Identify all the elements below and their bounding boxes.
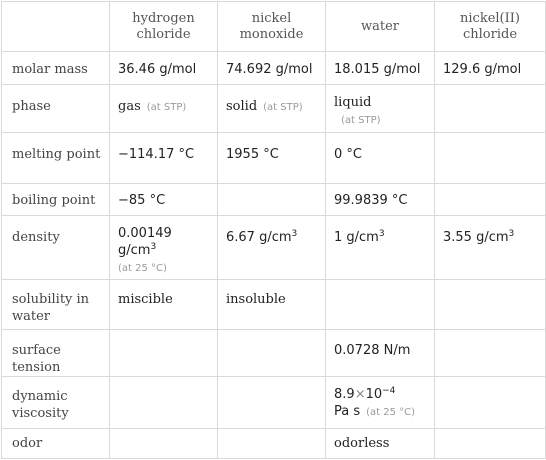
cell-odor-nicl2 [435,429,546,459]
cell-phase-water [326,85,435,133]
row-label-density: density [2,216,110,280]
cell-dynamic-viscosity-nicl2 [435,377,546,429]
cell-solubility-hcl: miscible [110,280,218,330]
cell-melting-point-nio: 1955 °C [218,133,326,184]
row-boiling-point [2,184,546,216]
cell-density-hcl [110,216,218,280]
cell-surface-tension-nio [218,330,326,377]
row-density [2,216,546,280]
cell-density-nio [218,216,326,280]
cell-molar-mass-hcl: 36.46 g/mol [110,52,218,85]
cell-density-water [326,216,435,280]
row-label-solubility: solubility in water [2,280,110,330]
cell-odor-nio [218,429,326,459]
cell-molar-mass-nicl2: 129.6 g/mol [435,52,546,85]
cell-solubility-water [326,280,435,330]
viscosity-exponent: −4 [382,386,396,396]
row-solubility [2,280,546,330]
header-row [2,2,546,52]
phase-nio-value: solid [226,99,258,114]
density-water-exponent: 3 [378,229,385,239]
row-dynamic-viscosity [2,377,546,429]
properties-table [1,1,546,459]
cell-dynamic-viscosity-water [326,377,435,429]
density-hcl-unit: g/cm [118,243,151,258]
column-header-water: water [326,2,435,52]
cell-solubility-nio: insoluble [218,280,326,330]
phase-hcl-value: gas [118,99,141,114]
cell-odor-hcl [110,429,218,459]
viscosity-note: (at 25 °C) [366,407,416,418]
density-nio-exponent: 3 [291,229,298,239]
row-label-odor: odor [2,429,110,459]
cell-molar-mass-nio: 74.692 g/mol [218,52,326,85]
cell-surface-tension-hcl [110,330,218,377]
viscosity-base: 10 [365,387,383,402]
cell-solubility-nicl2 [435,280,546,330]
cell-dynamic-viscosity-hcl [110,377,218,429]
cell-phase-hcl [110,85,218,133]
viscosity-times: × [354,387,366,402]
column-header-hydrogen-chloride: hydrogen chloride [110,2,218,52]
cell-melting-point-hcl: −114.17 °C [110,133,218,184]
density-nicl2-value: 3.55 g/cm [443,230,509,245]
density-hcl-exponent: 3 [150,242,157,252]
row-surface-tension [2,330,546,377]
row-label-molar-mass: molar mass [2,52,110,85]
cell-boiling-point-nicl2 [435,184,546,216]
row-molar-mass [2,52,546,85]
row-label-melting-point: melting point [2,133,110,184]
cell-odor-water: odorless [326,429,435,459]
viscosity-mantissa: 8.9 [334,387,355,402]
cell-boiling-point-water: 99.9839 °C [326,184,435,216]
row-label-surface-tension: surface tension [2,330,110,377]
phase-water-note: (at STP) [341,115,381,126]
cell-surface-tension-water: 0.0728 N/m [326,330,435,377]
cell-boiling-point-hcl: −85 °C [110,184,218,216]
row-label-dynamic-viscosity: dynamic viscosity [2,377,110,429]
phase-nio-note: (at STP) [263,102,303,113]
cell-dynamic-viscosity-nio [218,377,326,429]
viscosity-unit: Pa s [334,404,361,419]
cell-phase-nio [218,85,326,133]
cell-melting-point-nicl2 [435,133,546,184]
row-phase [2,85,546,133]
cell-phase-nicl2 [435,85,546,133]
corner-cell [2,2,110,52]
density-nicl2-exponent: 3 [508,229,515,239]
row-melting-point [2,133,546,184]
phase-water-value: liquid [334,95,372,110]
cell-molar-mass-water: 18.015 g/mol [326,52,435,85]
row-label-boiling-point: boiling point [2,184,110,216]
density-nio-value: 6.67 g/cm [226,230,292,245]
density-water-value: 1 g/cm [334,230,379,245]
phase-hcl-note: (at STP) [146,102,187,113]
cell-density-nicl2 [435,216,546,280]
cell-boiling-point-nio [218,184,326,216]
cell-melting-point-water: 0 °C [326,133,435,184]
column-header-nickel-chloride: nickel(II) chloride [435,2,546,52]
column-header-nickel-monoxide: nickel monoxide [218,2,326,52]
cell-surface-tension-nicl2 [435,330,546,377]
density-hcl-value: 0.00149 [118,226,172,241]
density-hcl-note: (at 25 °C) [118,263,167,274]
row-odor [2,429,546,459]
row-label-phase: phase [2,85,110,133]
